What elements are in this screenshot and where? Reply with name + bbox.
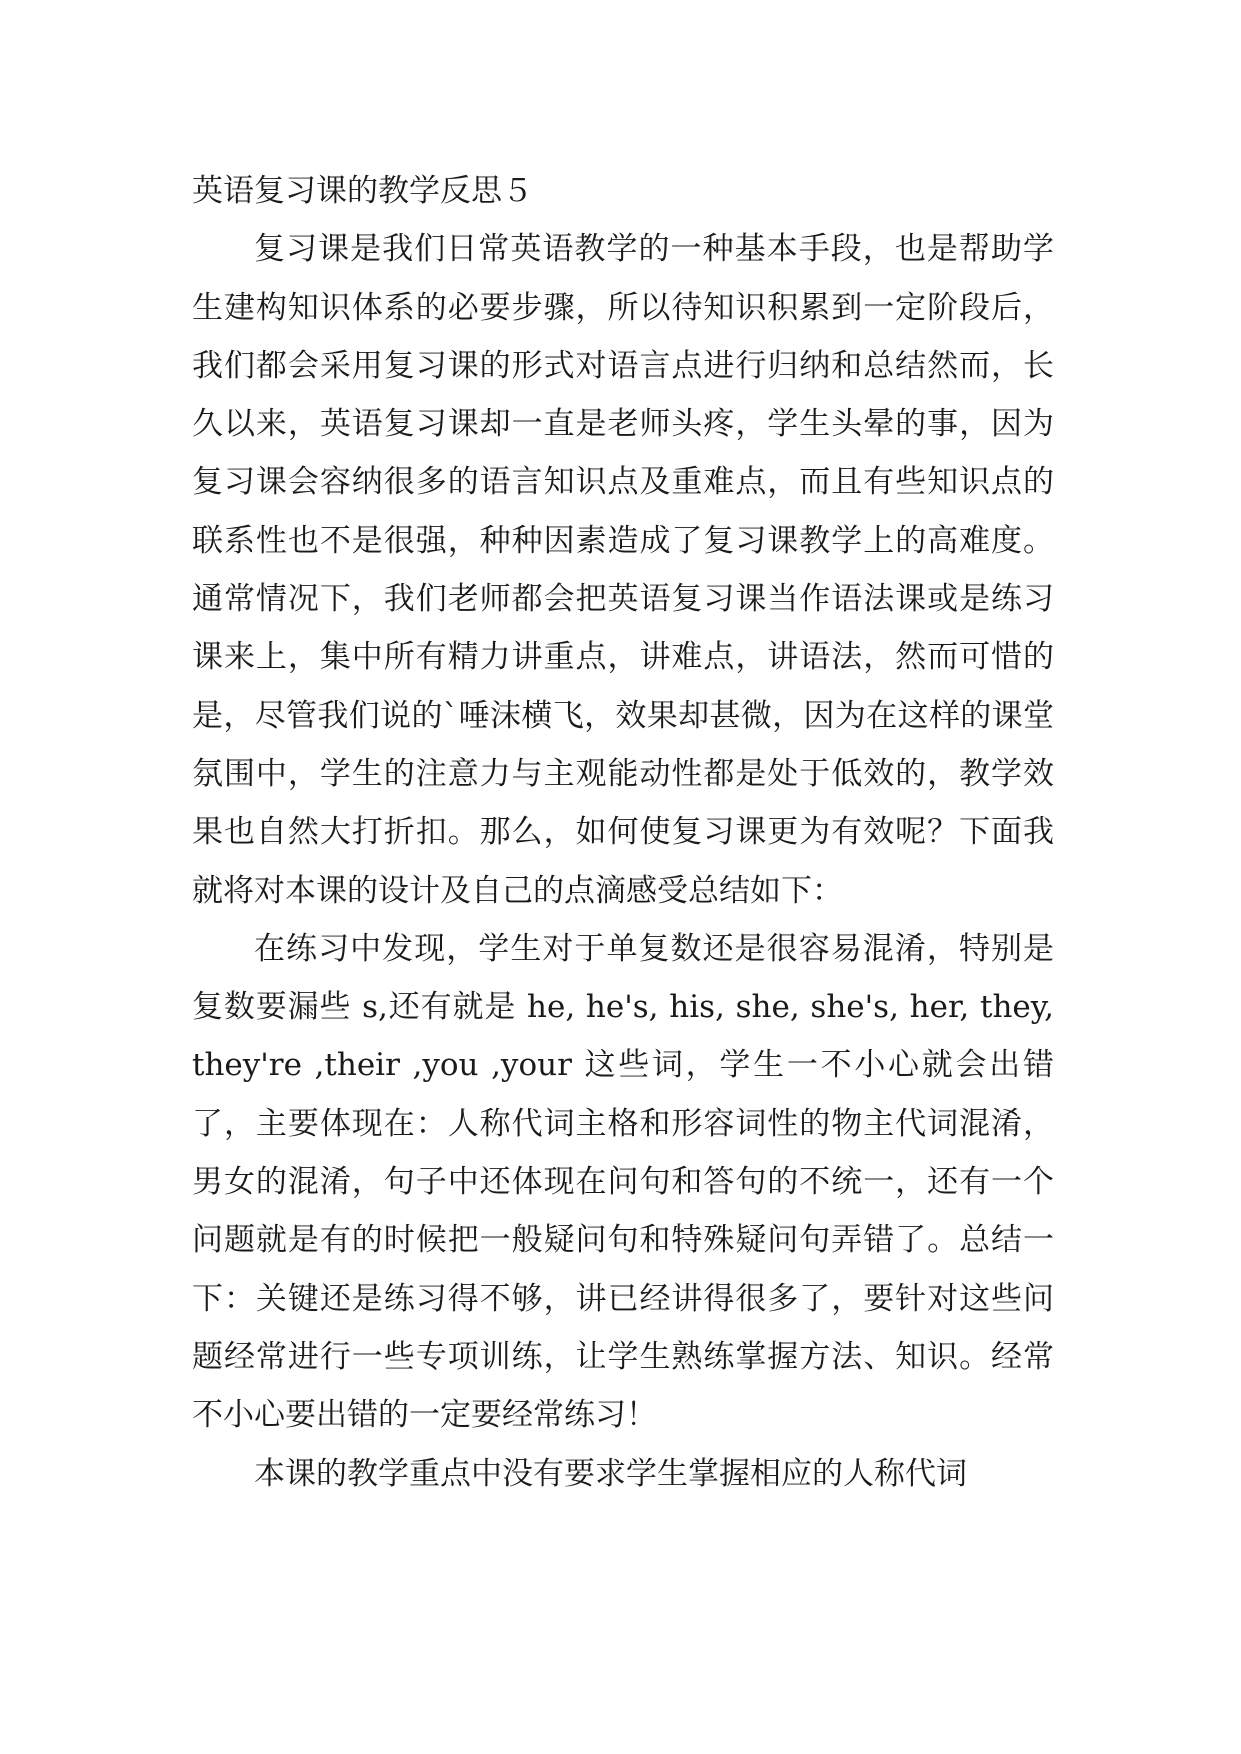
paragraph-practice-findings: 在练习中发现，学生对于单复数还是很容易混淆，特别是复数要漏些 s,还有就是 he, he's, his, she, she's, her, they, they're ,their ,you ,your 这些词，学生一不小心就会出错了，主要体现在：人称代词主格和形容词性的物主代词混淆，男女的混淆，句子中还体现在问句和答句的不统一，还有一个问题就是有的时候把一般疑问句和特殊疑问句弄错了。总结一下：关键还是练习得不够，讲已经讲得很多了，要针对这些问题经常进行一些专项训练，让学生熟练掌握方法、知识。经常不小心要出错的一定要经常练习！: [192, 930, 1054, 1434]
document-title: 英语复习课的教学反思５: [192, 173, 533, 209]
document-body: [192, 162, 1054, 1503]
paragraph-review-lesson-intro: 复习课是我们日常英语教学的一种基本手段，也是帮助学生建构知识体系的必要步骤，所以待知识积累到一定阶段后，我们都会采用复习课的形式对语言点进行归纳和总结然而，长久以来，英语复习课却一直是老师头疼，学生头晕的事，因为复习课会容纳很多的语言知识点及重难点，而且有些知识点的联系性也不是很强，种种因素造成了复习课教学上的高难度。通常情况下，我们老师都会把英语复习课当作语法课或是练习课来上，集中所有精力讲重点，讲难点，讲语法，然而可惜的是，尽管我们说的`唾沫横飞，效果却甚微，因为在这样的课堂氛围中，学生的注意力与主观能动性都是处于低效的，教学效果也自然大打折扣。那么，如何使复习课更为有效呢？下面我就将对本课的设计及自己的点滴感受总结如下：: [192, 231, 1054, 909]
paragraph-teaching-focus: 本课的教学重点中没有要求学生掌握相应的人称代词: [254, 1455, 967, 1492]
